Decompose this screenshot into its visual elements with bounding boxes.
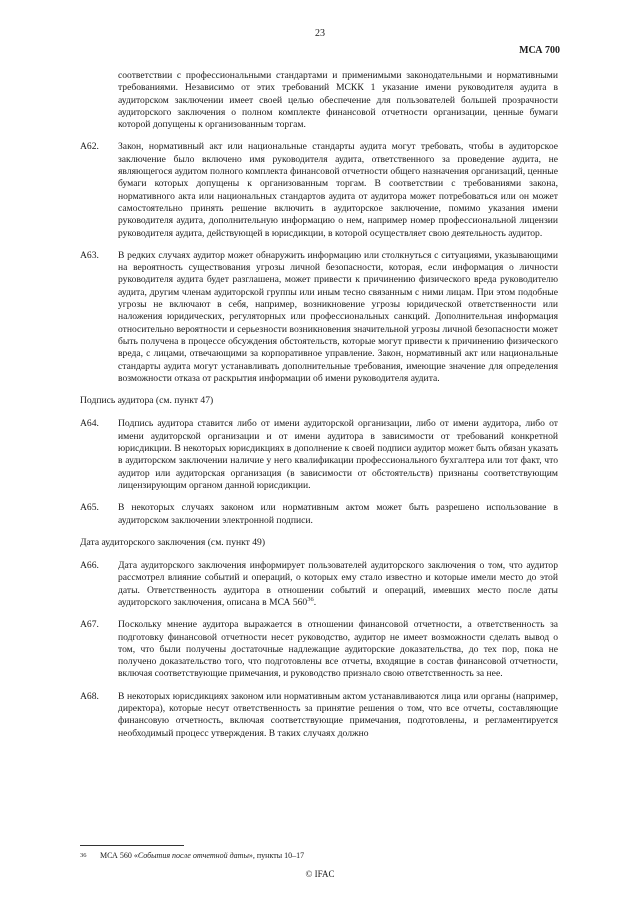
paragraph-number: A62. xyxy=(80,141,99,153)
section-heading-date: Дата аудиторского заключения (см. пункт 49) xyxy=(80,536,266,548)
paragraph-number: A64. xyxy=(80,418,99,430)
paragraph-number: A66. xyxy=(80,560,99,572)
footnote-title: События после отчетной даты xyxy=(137,851,249,860)
paragraph-a62 xyxy=(80,141,558,239)
paragraph-tail: . xyxy=(313,596,317,608)
paragraph-text: В редких случаях аудитор может обнаружить информацию или столкнуться с ситуациями, указывающими на вероятность существования угрозы личной безопасности, которая, если информация о личности руководителя аудита будет разглашена, может привести к причинению физического вреда руководителю аудита, другим членам аудиторской группы или иным тесно связанным с ними лицам. При этом подобные угрозы не включают в себя, например, возникновение угрозы юридической ответственности или наложения юридических, регуляторных или профессиональных санкций. Дополнительная информация относительно вероятности и серьезности возникновения значительной угрозы личной безопасности может быть получена в процессе обсуждения обстоятельств, которые могут привести к причинению физического вреда, с лицами, отвечающими за корпоративное управление. Закон, нормативный акт или национальные стандарты аудита могут устанавливать дополнительные требования, имеющие значение для определения возможности отказа от раскрытия информации об имени руководителя аудита. xyxy=(118,249,558,384)
paragraph-text: Подпись аудитора ставится либо от имени аудиторской организации, либо от имени аудитора, либо от имени аудиторской организации и от имени аудитора в зависимости от требований конкретной юрисдикции. В некоторых юрисдикциях в дополнение к своей подписи аудитор может быть обязан указать в аудиторском заключении наличие у него квалификации профессионального бухгалтера или тот факт, что аудитор или аудиторская организация (в зависимости от обстоятельств) признаны соответствующим лицензирующим органом данной юрисдикции. xyxy=(118,418,558,491)
footnote-suffix: », пункты 10–17 xyxy=(248,851,305,860)
paragraph-number: A67. xyxy=(80,619,99,631)
paragraph-a65 xyxy=(80,502,558,527)
footnote xyxy=(80,851,560,861)
section-heading-signature: Подпись аудитора (см. пункт 47) xyxy=(80,395,214,407)
document-code: МСА 700 xyxy=(519,45,560,56)
paragraph-a66 xyxy=(80,560,558,609)
paragraph-text: В некоторых юрисдикциях законом или нормативным актом устанавливаются лица или органы (например, директора), которые несут ответственность за принятие решения о том, что все отчеты, составляющие финансовую отчетность, включая соответствующие примечания, подготовлены, и регламентируется необходимый процесс утверждения. В таких случаях должно xyxy=(118,690,558,739)
page-body xyxy=(80,70,558,750)
paragraph-a63 xyxy=(80,250,558,385)
continuation-paragraph xyxy=(80,70,558,131)
paragraph-a67 xyxy=(80,619,558,680)
copyright-notice: © IFAC xyxy=(305,869,335,879)
paragraph-text: Дата аудиторского заключения информирует пользователей аудиторского заключения о том, что аудитор рассмотрел влияние событий и операций, о которых ему стало известно и которые имели место до этой даты. Ответственность аудитора в отношении событий и операций, имевших место после даты аудиторского заключения, описана в МСА 560 xyxy=(118,560,558,608)
footnote-reference[interactable]: 36 xyxy=(307,595,314,603)
footnote-prefix: МСА 560 « xyxy=(100,851,138,860)
page-number: 23 xyxy=(315,28,325,39)
paragraph-text: соответствии с профессиональными стандартами и применимыми законодательными и нормативными требованиями. Независимо от этих требований МСКК 1 указание имени руководителя аудита в аудиторском заключении имеет своей целью обеспечение для пользователей большей прозрачности аудиторского заключения о полном комплекте финансовой отчетности организации, ценные бумаги которой допущены к организованным торгам. xyxy=(118,70,558,131)
paragraph-text: Поскольку мнение аудитора выражается в отношении финансовой отчетности, а ответственность за подготовку финансовой отчетности несет руководство, аудитор не имеет возможности сделать вывод о том, что были получены достаточные надлежащие аудиторские доказательства, до тех пор, пока не получено доказательство того, что подготовлены все отчеты, входящие в состав финансовой отчетности, включая соответствующие примечания, и руководство признало свою ответственность за нее. xyxy=(118,619,558,680)
paragraph-number: A63. xyxy=(80,249,99,261)
paragraph-text: В некоторых случаях законом или нормативным актом может быть разрешено использование в аудиторском заключении электронной подписи. xyxy=(118,502,558,526)
footnote-number: 36 xyxy=(80,852,87,859)
paragraph-a68 xyxy=(80,691,558,740)
paragraph-number: A65. xyxy=(80,502,99,514)
paragraph-a64 xyxy=(80,418,558,492)
paragraph-number: A68. xyxy=(80,690,99,702)
paragraph-text: Закон, нормативный акт или национальные стандарты аудита могут требовать, чтобы в аудиторское заключение было включено имя руководителя аудита, ответственного за проведение аудита, не являющегося аудитом полного комплекта финансовой отчетности общего назначения организаций, ценные бумаги которых допущены к организованным торгам. В соответствии с требованиями закона, нормативного акта или национальных стандартов аудита от аудитора может потребоваться или он может самостоятельно принять решение включить в аудиторское заключение, помимо указания имени руководителя аудита, дополнительную информацию о нем, например номер профессиональной лицензии руководителя аудита, действующей в юрисдикции, в которой осуществляет свою деятельность аудитор. xyxy=(118,141,558,239)
footnote-divider xyxy=(80,845,184,846)
